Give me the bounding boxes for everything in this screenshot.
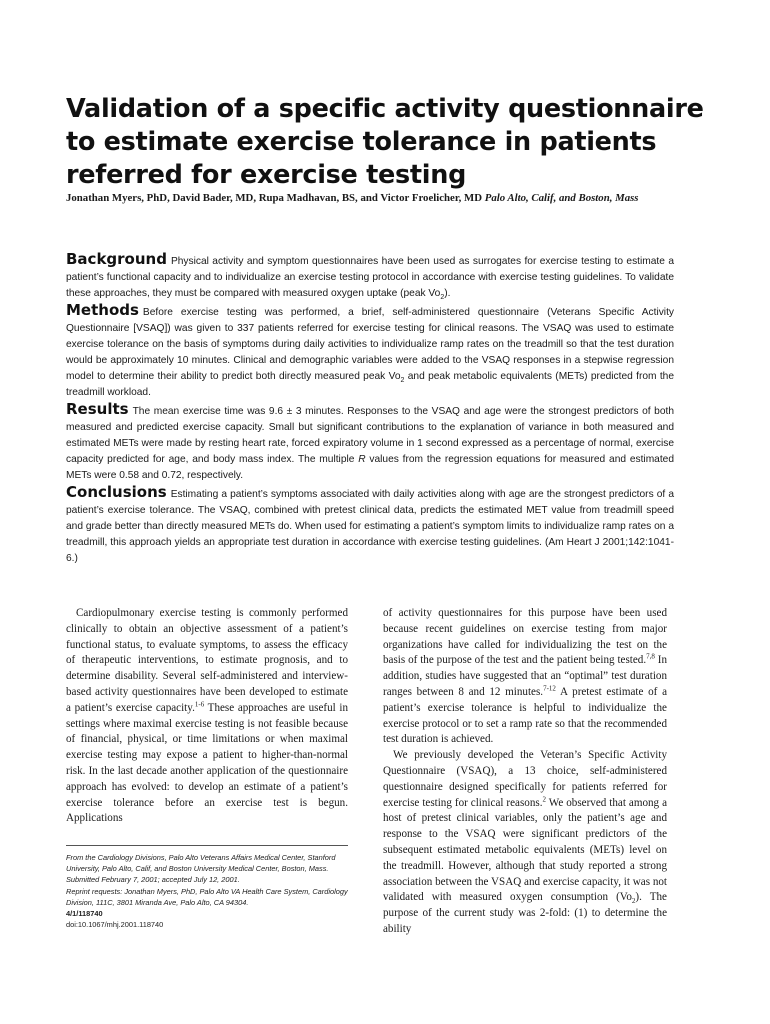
footnote-submitted: Submitted February 7, 2001; accepted July 12, 2001. (66, 875, 240, 885)
footnote (66, 852, 348, 930)
abstract-conclusions: Conclusions Estimating a patient’s symptoms associated with daily activities along with age are the strongest predictors of a patient’s exercise tolerance. The VSAQ, combined with pretest clinical data, predicts the estimated MET value from treadmill speed and grade better than directly measured METs do. When used for estimating a patient’s symptom limits to individualize ramp rates on a treadmill, this approach yields an appropriate test duration in accordance with exercise testing guidelines. (Am Heart J 2001;142:1041-6.) (66, 483, 674, 564)
abstract-methods: Methods Before exercise testing was performed, a brief, self-administered questionnaire (Veterans Specific Activity Questionnaire [VSAQ]) was given to 337 patients referred for exercise testing for clinical reasons. The VSAQ was used to estimate exercise tolerance on the basis of symptoms during daily activities to individualize ramp rates on the treadmill so that the test duration would be approximately 10 minutes. Clinical and demographic variables were added to the VSAQ responses in a stepwise regression model to determine their ability to predict both directly measured peak $Vo_2$ and peak metabolic equivalents (METs) predicted from the treadmill workload. (66, 301, 674, 398)
author-location: Palo Alto, Calif, and Boston, Mass (484, 192, 639, 204)
body-column-left (66, 606, 348, 827)
article-title: Validation of a specific activity questionnaire to estimate exercise tolerance in patients referred for exercise testing (66, 94, 704, 190)
results-heading: Results (66, 400, 129, 418)
conclusions-heading: Conclusions (66, 483, 167, 501)
footnote-code: 4/1/118740 (66, 909, 103, 919)
footnote-doi: doi:10.1067/mhj.2001.118740 (66, 920, 164, 930)
body-column-right (383, 606, 667, 938)
footnote-affiliation: From the Cardiology Divisions, Palo Alto Veterans Affairs Medical Center, Stanford University, Palo Alto, Calif, and Boston University Medical Center, Boston, Mass. (66, 853, 336, 874)
body-paragraph: Cardiopulmonary exercise testing is commonly performed clinically to obtain an objective assessment of a patient’s functional status, to evaluate symptoms, to assess the efficacy of therapeutic interventions, to estimate prognosis, and to determine disability. Several self-administered and interview-based activity questionnaires have been developed to estimate a patient’s exercise capacity.$^{1-6}$ These approaches are useful in settings where maximal exercise testing is not feasible because of financial, physical, or time limitations or when maximal exercise testing may expose a patient to higher-than-normal risk. In the last decade another application of the questionnaire approach has evolved: to develop an estimate of a patient’s exercise tolerance before an exercise test is begun. Applications (66, 607, 348, 825)
background-heading: Background (66, 250, 167, 268)
author-line (66, 191, 666, 205)
abstract-background: Background Physical activity and symptom questionnaires have been used as surrogates for exercise testing to estimate a patient’s functional capacity and to individualize an exercise testing protocol in accordance with exercise testing guidelines. To validate these approaches, they must be compared with measured oxygen uptake (peak $Vo_2$). (66, 250, 674, 302)
abstract (66, 251, 674, 567)
methods-heading: Methods (66, 301, 139, 319)
body-paragraph: We previously developed the Veteran’s Specific Activity Questionnaire (VSAQ), a 13 choice, self-administered questionnaire designed specifically for patients referred for exercise testing for clinical reasons.$^2$ We observed that among a host of pretest clinical variables, only the patient’s age and response to the VSAQ were significant predictors of the subsequent estimated metabolic equivalents (METs) level on the treadmill. However, although that study reported a strong association between the VSAQ and exercise capacity, it was not validated with measured oxygen consumption $(Vo_2)$. The purpose of the current study was 2-fold: (1) to determine the ability (383, 749, 667, 935)
footnote-divider (66, 845, 348, 846)
footnote-reprint: Reprint requests: Jonathan Myers, PhD, Palo Alto VA Health Care System, Cardiology Division, 111C, 3801 Miranda Ave, Palo Alto, CA 94304. (66, 886, 348, 907)
abstract-results: Results The mean exercise time was 9.6 ± 3 minutes. Responses to the VSAQ and age were the strongest predictors of both measured and predicted exercise capacity. Small but significant contributions to the explanation of variance in both measured and estimated METs were made by resting heart rate, forced expiratory volume in 1 second expressed as a percentage of normal, exercise capacity predicted for age, and body mass index. The multiple R values from the regression equations for measured and estimated METs were 0.58 and 0.72, respectively. (66, 400, 675, 481)
author-names: Jonathan Myers, PhD, David Bader, MD, Rupa Madhavan, BS, and Victor Froelicher, MD (66, 192, 483, 204)
body-paragraph: of activity questionnaires for this purpose have been used because recent guidelines on exercise testing from major organizations have called for individualizing the test on the basis of the purpose of the test and the patient being tested.$^{7,8}$ In addition, studies have suggested that an “optimal” test duration ranges between 8 and 12 minutes.$^{7-12}$ A pretest estimate of a patient’s exercise tolerance is helpful to individualize the exercise protocol or to set a ramp rate so that the recommended test duration is achieved. (383, 607, 668, 746)
